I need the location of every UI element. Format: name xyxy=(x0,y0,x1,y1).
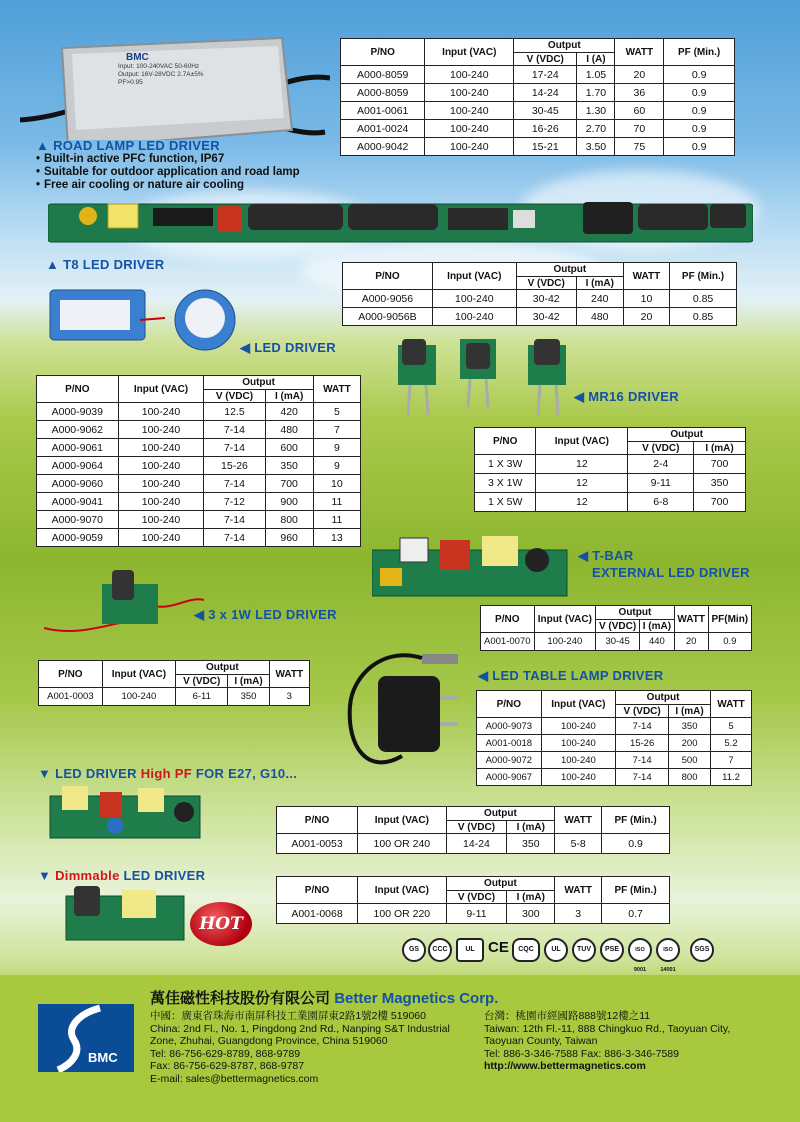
high-pf-title: ▼ LED DRIVER High PF FOR E27, G10... xyxy=(38,766,298,781)
dimmable-table: P/NO Input (VAC) Output WATT PF (Min.) V (VDC) I (mA) A001-0068 100 OR 220 9-11 300 3 0.7 xyxy=(276,876,670,924)
ul-recognized-cert-icon: UL xyxy=(456,938,484,962)
table-row: A000-9067 100-240 7-14 800 11.2 xyxy=(477,769,752,786)
table-row: A000-9059 100-240 7-14 960 13 xyxy=(37,529,361,547)
mr16-driver-images xyxy=(388,335,583,420)
ccc-cert-icon: CCC xyxy=(428,938,452,962)
table-row: A000-9060 100-240 7-14 700 10 xyxy=(37,475,361,493)
road-lamp-features: • Built-in active PFC function, IP67 • Suitable for outdoor application and road lamp • Free air cooling or nature air cooling xyxy=(36,153,300,192)
brand-label: BMC xyxy=(126,52,149,63)
ul-cert-icon: UL xyxy=(544,938,568,962)
three-watt-table: P/NO Input (VAC) Output WATT V (VDC) I (mA) A001-0003 100-240 6-11 350 3 xyxy=(38,660,310,706)
table-row: 3 X 1W 12 9-11 350 xyxy=(475,474,746,493)
three-watt-title: ◀ 3 x 1W LED DRIVER xyxy=(194,607,337,622)
table-row: A001-0070 100-240 30-45 440 20 0.9 xyxy=(481,633,752,651)
table-row: A000-8059 100-240 17-24 1.05 20 0.9 xyxy=(341,66,735,84)
table-row: A001-0003 100-240 6-11 350 3 xyxy=(39,688,310,706)
table-row: A000-9064 100-240 15-26 350 9 xyxy=(37,457,361,475)
taiwan-address: 台灣：桃園市經國路888號12樓之11 Taiwan: 12th Fl.-11, 888 Chingkuo Rd., Taoyuan City, Taoyuan County, Taiwan Tel: 886-3-346-7588 Fax: 886-3-346-7589 http://www.bettermagnetics.com xyxy=(484,1010,731,1072)
company-name: 萬佳磁性科技股份有限公司 Better Magnetics Corp. xyxy=(150,990,499,1007)
table-row: A001-0024 100-240 16-26 2.70 70 0.9 xyxy=(341,120,735,138)
table-row: A000-8059 100-240 14-24 1.70 36 0.9 xyxy=(341,84,735,102)
col-input: Input (VAC) xyxy=(425,39,514,66)
table-row: A001-0018 100-240 15-26 200 5.2 xyxy=(477,735,752,752)
spec-label: Input: 100-240VAC 50-60Hz Output: 16V-28VDC 2.7A±5% PF>0.95 xyxy=(118,63,204,86)
mr16-title: ◀ MR16 DRIVER xyxy=(574,389,679,404)
email-link[interactable]: E-mail: sales@bettermagnetics.com xyxy=(150,1072,319,1085)
table-row: A001-0053 100 OR 240 14-24 350 5-8 0.9 xyxy=(277,834,670,854)
iso9001-cert-icon: ISO 9001 xyxy=(628,938,652,962)
table-lamp-title: ◀ LED TABLE LAMP DRIVER xyxy=(478,668,664,683)
table-row: 1 X 3W 12 2-4 700 xyxy=(475,455,746,474)
led-driver-images xyxy=(40,280,250,360)
dimmable-title: ▼ Dimmable LED DRIVER xyxy=(38,868,206,883)
mr16-table: P/NO Input (VAC) Output V (VDC) I (mA) 1 X 3W 12 2-4 700 3 X 1W 12 9-11 350 1 X 5W 12 6-8 700 xyxy=(474,427,746,512)
tbar-title-line1: ◀ T-BAR xyxy=(578,548,634,563)
table-row: A000-9073 100-240 7-14 350 5 xyxy=(477,718,752,735)
col-pno: P/NO xyxy=(341,39,425,66)
table-row: A000-9042 100-240 15-21 3.50 75 0.9 xyxy=(341,138,735,156)
road-lamp-table: P/NO Input (VAC) Output WATT PF (Min.) V (VDC) I (A) A000-8059 100-240 17-24 1.05 20 0.9 A000-8059 100-240 14-24 1.70 36 0.9 A001-0061 100-240 30-45 1.30 60 0.9 A001-0024 100-240 16-26 2.70 70 0.9 A000-9042 100-240 15-21 3.50 75 0.9 xyxy=(340,38,735,156)
ce-cert-icon: CE xyxy=(488,939,509,956)
led-driver-title: ◀ LED DRIVER xyxy=(240,340,336,355)
table-lamp-table: P/NO Input (VAC) Output WATT V (VDC) I (mA) A000-9073 100-240 7-14 350 5 A001-0018 100-240 15-26 200 5.2 A000-9072 100-240 7-14 500 7 A000-9067 100-240 7-14 800 11.2 xyxy=(476,690,752,786)
table-row: A000-9062 100-240 7-14 480 7 xyxy=(37,421,361,439)
gs-cert-icon: GS xyxy=(402,938,426,962)
iso14001-cert-icon: ISO 14001 xyxy=(656,938,680,962)
table-row: A000-9061 100-240 7-14 600 9 xyxy=(37,439,361,457)
t8-title: ▲ T8 LED DRIVER xyxy=(46,257,165,272)
table-row: A000-9039 100-240 12.5 420 5 xyxy=(37,403,361,421)
tbar-driver-image xyxy=(372,530,572,600)
china-address: 中國：廣東省珠海市南屏科技工業園屏東2路1號2樓 519060 China: 2nd Fl., No. 1, Pingdong 2nd Rd., Nanping S&T Industrial Zone, Zhuhai, Guangdong Province, China 519060 Tel: 86-756-629-8789, 868-9789 Fax: 86-756-629-8787, 868-9787 E-mail: sales@bettermagnetics.com xyxy=(150,1010,450,1085)
high-pf-table: P/NO Input (VAC) Output WATT PF (Min.) V (VDC) I (mA) A001-0053 100 OR 240 14-24 350 5-8 0.9 xyxy=(276,806,670,854)
tuv-cert-icon: TUV xyxy=(572,938,596,962)
table-lamp-adapter-image xyxy=(322,636,472,786)
road-lamp-title: ▲ ROAD LAMP LED DRIVER xyxy=(36,138,220,153)
table-row: A000-9056 100-240 30-42 240 10 0.85 xyxy=(343,290,737,308)
hot-badge: HOT xyxy=(190,902,252,946)
table-row: A000-9041 100-240 7-12 900 11 xyxy=(37,493,361,511)
dimmable-driver-image xyxy=(60,882,190,944)
table-row: A000-9072 100-240 7-14 500 7 xyxy=(477,752,752,769)
tbar-table: P/NO Input (VAC) Output WATT PF(Min) V (VDC) I (mA) A001-0070 100-240 30-45 440 20 0.9 xyxy=(480,605,752,651)
col-pf: PF (Min.) xyxy=(664,39,735,66)
col-watt: WATT xyxy=(615,39,664,66)
col-output: Output xyxy=(514,39,615,53)
table-row: A000-9070 100-240 7-14 800 11 xyxy=(37,511,361,529)
cqc-cert-icon: CQC xyxy=(512,938,540,962)
led-driver-table: P/NO Input (VAC) Output WATT V (VDC) I (mA) A000-9039 100-240 12.5 420 5 A000-9062 100-240 7-14 480 7 A000-9061 100-240 7-14 600 9 A000-9064 100-240 15-26 350 9 A000-9060 100-240 7-14 700 10 A000-9041 100-240 7-12 900 11 A000-9070 100-240 7-14 800 11 A000-9059 100-240 7-14 960 13 xyxy=(36,375,361,547)
table-row: A000-9056B 100-240 30-42 480 20 0.85 xyxy=(343,308,737,326)
high-pf-driver-image xyxy=(40,782,210,844)
table-row: A001-0068 100 OR 220 9-11 300 3 0.7 xyxy=(277,904,670,924)
table-row: A001-0061 100-240 30-45 1.30 60 0.9 xyxy=(341,102,735,120)
t8-table: P/NO Input (VAC) Output WATT PF (Min.) V (VDC) I (mA) A000-9056 100-240 30-42 240 10 0.85 A000-9056B 100-240 30-42 480 20 0.85 xyxy=(342,262,737,326)
pse-cert-icon: PSE xyxy=(600,938,624,962)
bmc-logo: BMC xyxy=(38,1004,134,1072)
table-row: 1 X 5W 12 6-8 700 xyxy=(475,493,746,512)
tbar-title-line2: EXTERNAL LED DRIVER xyxy=(592,565,750,580)
sgs-cert-icon: SGS xyxy=(690,938,714,962)
three-watt-driver-image xyxy=(44,566,204,642)
website-link[interactable]: http://www.bettermagnetics.com xyxy=(484,1060,646,1072)
t8-driver-board-image xyxy=(48,196,753,248)
